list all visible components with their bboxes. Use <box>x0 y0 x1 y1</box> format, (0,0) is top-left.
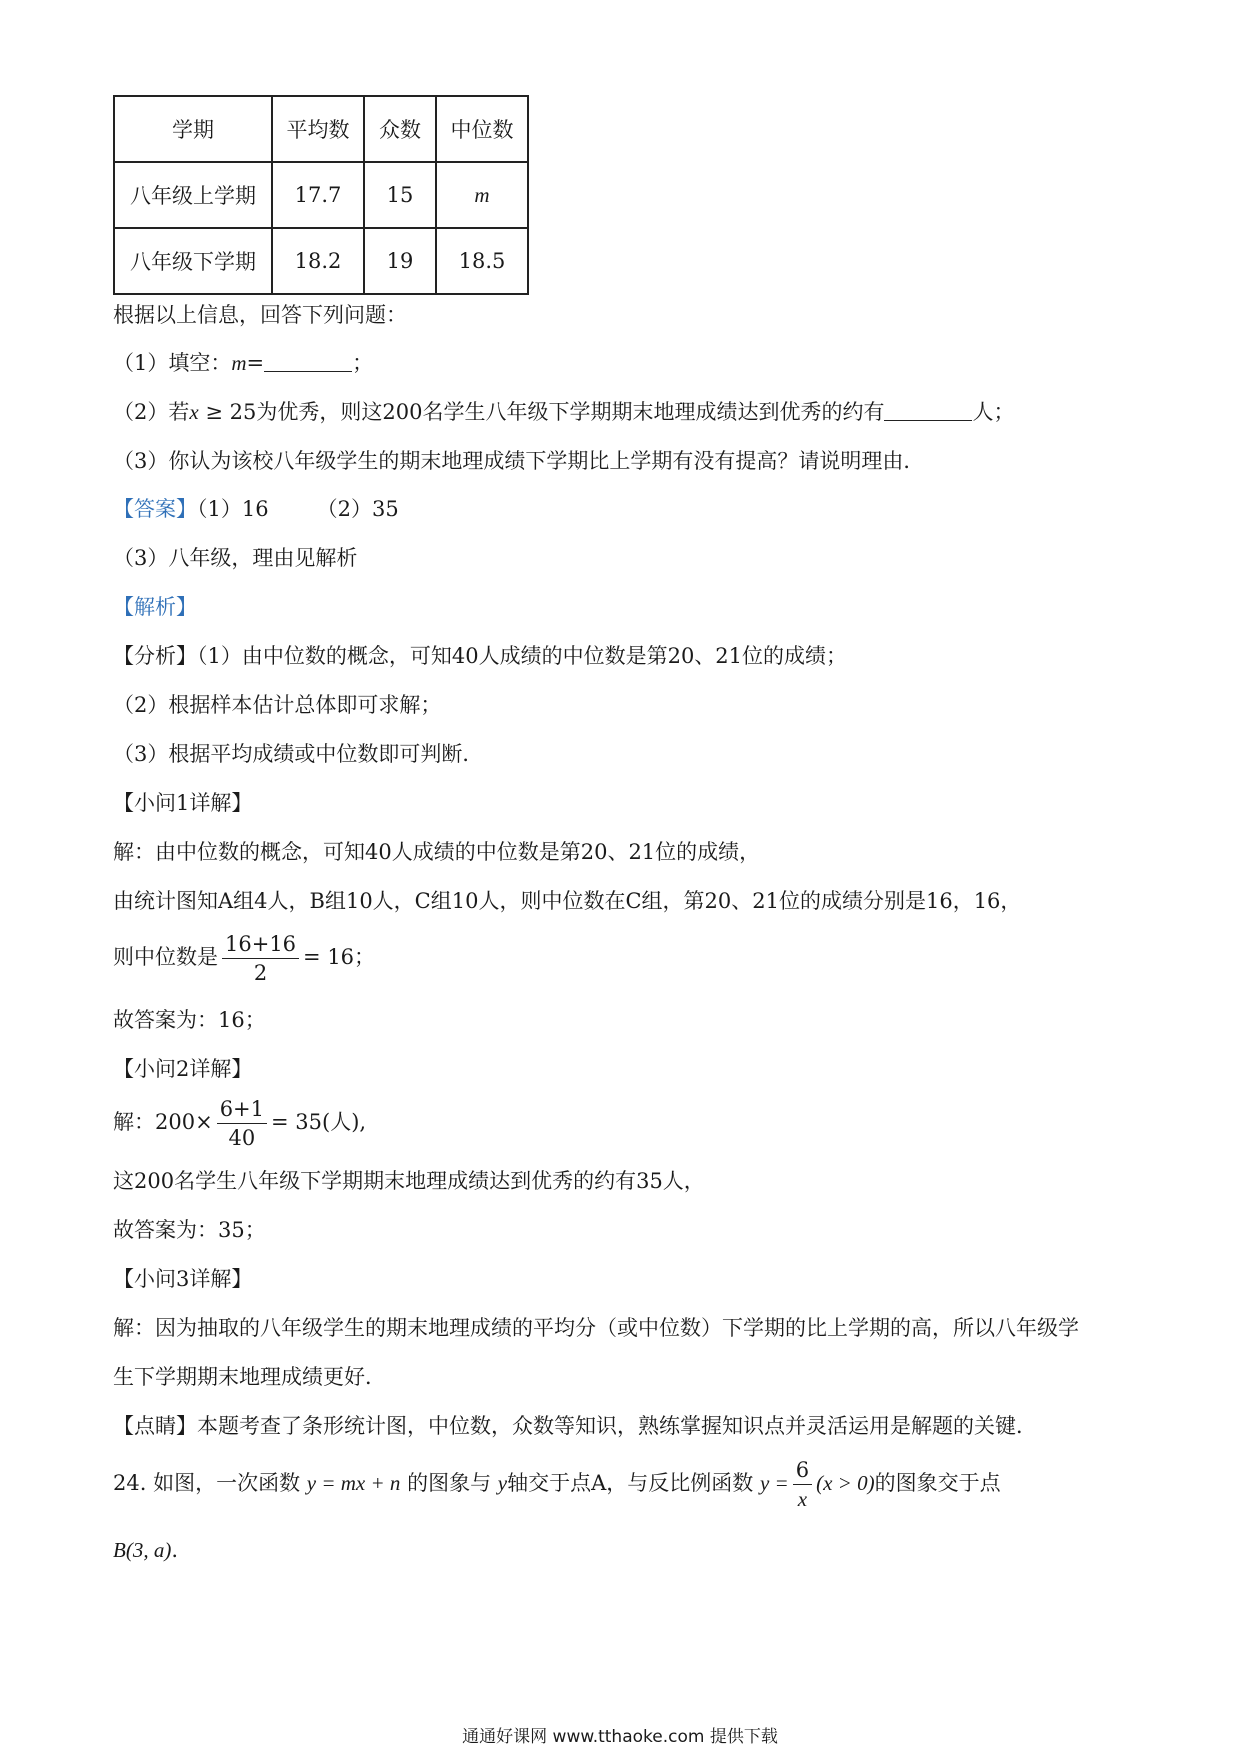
sub1-title: 【小问1详解】 <box>113 791 253 815</box>
answer-blank <box>884 398 972 421</box>
q2-prefix: （2）若 <box>113 400 190 424</box>
fraction-denominator: 2 <box>253 961 268 985</box>
sub1-line-1: 解：由中位数的概念，可知40人成绩的中位数是第20、21位的成绩， <box>113 840 761 864</box>
answer-2: （2）35 <box>316 497 399 521</box>
table-header-cell: 众数 <box>364 96 436 162</box>
q1-suffix: ； <box>352 351 374 375</box>
table-cell: 18.2 <box>272 228 364 294</box>
table-cell: 18.5 <box>436 228 528 294</box>
sub2-line-3: 故答案为：35； <box>113 1218 266 1242</box>
sub2-l1-prefix: 解：200× <box>113 1110 213 1134</box>
sub1-line-3 <box>113 930 375 987</box>
fraction-numerator: 16+16 <box>222 930 299 959</box>
q24-mid1: 的图象与 <box>407 1471 492 1495</box>
table-header-cell: 平均数 <box>272 96 364 162</box>
fraction-numerator: 6 <box>793 1456 812 1485</box>
dianjing-note: 【点睛】本题考查了条形统计图，中位数，众数等知识，熟练掌握知识点并灵活运用是解题的关键． <box>113 1414 1037 1438</box>
answer-tag: 【答案】 <box>113 497 197 521</box>
page-footer: 通通好课网 www.tthaoke.com 提供下载 <box>462 1727 778 1747</box>
table-row <box>114 162 528 228</box>
domain-condition: (x > 0) <box>816 1471 875 1495</box>
q24-suffix: 的图象交于点 <box>874 1471 1001 1495</box>
fraction <box>793 1456 812 1513</box>
answer-blank <box>264 349 352 372</box>
fraction <box>217 1095 267 1152</box>
point-b: B(3, a) <box>113 1538 172 1562</box>
table-cell: 17.7 <box>272 162 364 228</box>
fenxi-line-3: （3）根据平均成绩或中位数即可判断． <box>113 742 484 766</box>
table-header-cell: 中位数 <box>436 96 528 162</box>
table-header-row <box>114 96 528 162</box>
analysis-tag: 【解析】 <box>113 595 197 619</box>
intro-text: 根据以上信息，回答下列问题： <box>113 303 407 327</box>
y-axis-var: y <box>497 1471 508 1495</box>
table-cell: 15 <box>364 162 436 228</box>
sub2-line-2: 这200名学生八年级下学期期末地理成绩达到优秀的约有35人， <box>113 1169 705 1193</box>
q1-eq: = <box>246 351 265 375</box>
answer-1: （1）16 <box>197 497 269 521</box>
sub2-l1-suffix: = 35(人), <box>271 1110 367 1134</box>
fraction <box>222 930 299 987</box>
fenxi-line-1: 【分析】（1）由中位数的概念，可知40人成绩的中位数是第20、21位的成绩； <box>113 644 848 668</box>
question-1 <box>113 348 373 378</box>
sub2-title: 【小问2详解】 <box>113 1057 253 1081</box>
q2-suffix: 人； <box>972 400 1015 424</box>
question-2 <box>113 397 1014 427</box>
inverse-function-lhs: y = <box>759 1471 789 1495</box>
table-cell: 八年级下学期 <box>114 228 272 294</box>
table-row <box>114 228 528 294</box>
sub2-line-1 <box>113 1095 366 1152</box>
q1-prefix: （1）填空： <box>113 351 232 375</box>
sub3-line-1: 解：因为抽取的八年级学生的期末地理成绩的平均分（或中位数）下学期的比上学期的高，所以八年级学 <box>113 1316 1079 1340</box>
sub3-title: 【小问3详解】 <box>113 1267 253 1291</box>
table-cell: m <box>436 162 528 228</box>
fraction-denominator: 40 <box>228 1126 256 1150</box>
q2-cond: ≥ 25为优秀，则这200名学生八年级下学期期末地理成绩达到优秀的约有 <box>198 400 885 424</box>
fenxi-line-2: （2）根据样本估计总体即可求解； <box>113 693 442 717</box>
statistics-table <box>113 95 529 295</box>
table-header-cell: 学期 <box>114 96 272 162</box>
sub1-line-4: 故答案为：16； <box>113 1008 266 1032</box>
q24-prefix: 24. 如图，一次函数 <box>113 1471 301 1495</box>
q24-mid2: 轴交于点A，与反比例函数 <box>507 1471 754 1495</box>
answer-3: （3）八年级，理由见解析 <box>113 546 358 570</box>
table-cell: 19 <box>364 228 436 294</box>
question-24-line-2 <box>113 1535 178 1565</box>
sub1-l3-prefix: 则中位数是 <box>113 945 218 969</box>
sub1-line-2: 由统计图知A组4人，B组10人，C组10人，则中位数在C组，第20、21位的成绩分别是16，16， <box>113 889 1022 913</box>
table-cell: 八年级上学期 <box>114 162 272 228</box>
sub1-l3-suffix: = 16； <box>303 945 376 969</box>
question-24-line-1 <box>113 1456 1001 1513</box>
q24-end: . <box>171 1538 179 1562</box>
question-3: （3）你认为该校八年级学生的期末地理成绩下学期比上学期有没有提高？请说明理由． <box>113 449 925 473</box>
linear-function: y = mx + n <box>306 1471 401 1495</box>
q1-var: m <box>231 351 247 375</box>
fraction-numerator: 6+1 <box>217 1095 267 1124</box>
fraction-denominator: x <box>797 1487 808 1511</box>
sub3-line-2: 生下学期期末地理成绩更好． <box>113 1365 386 1389</box>
q2-var: x <box>189 400 199 424</box>
answer-line <box>113 494 399 524</box>
